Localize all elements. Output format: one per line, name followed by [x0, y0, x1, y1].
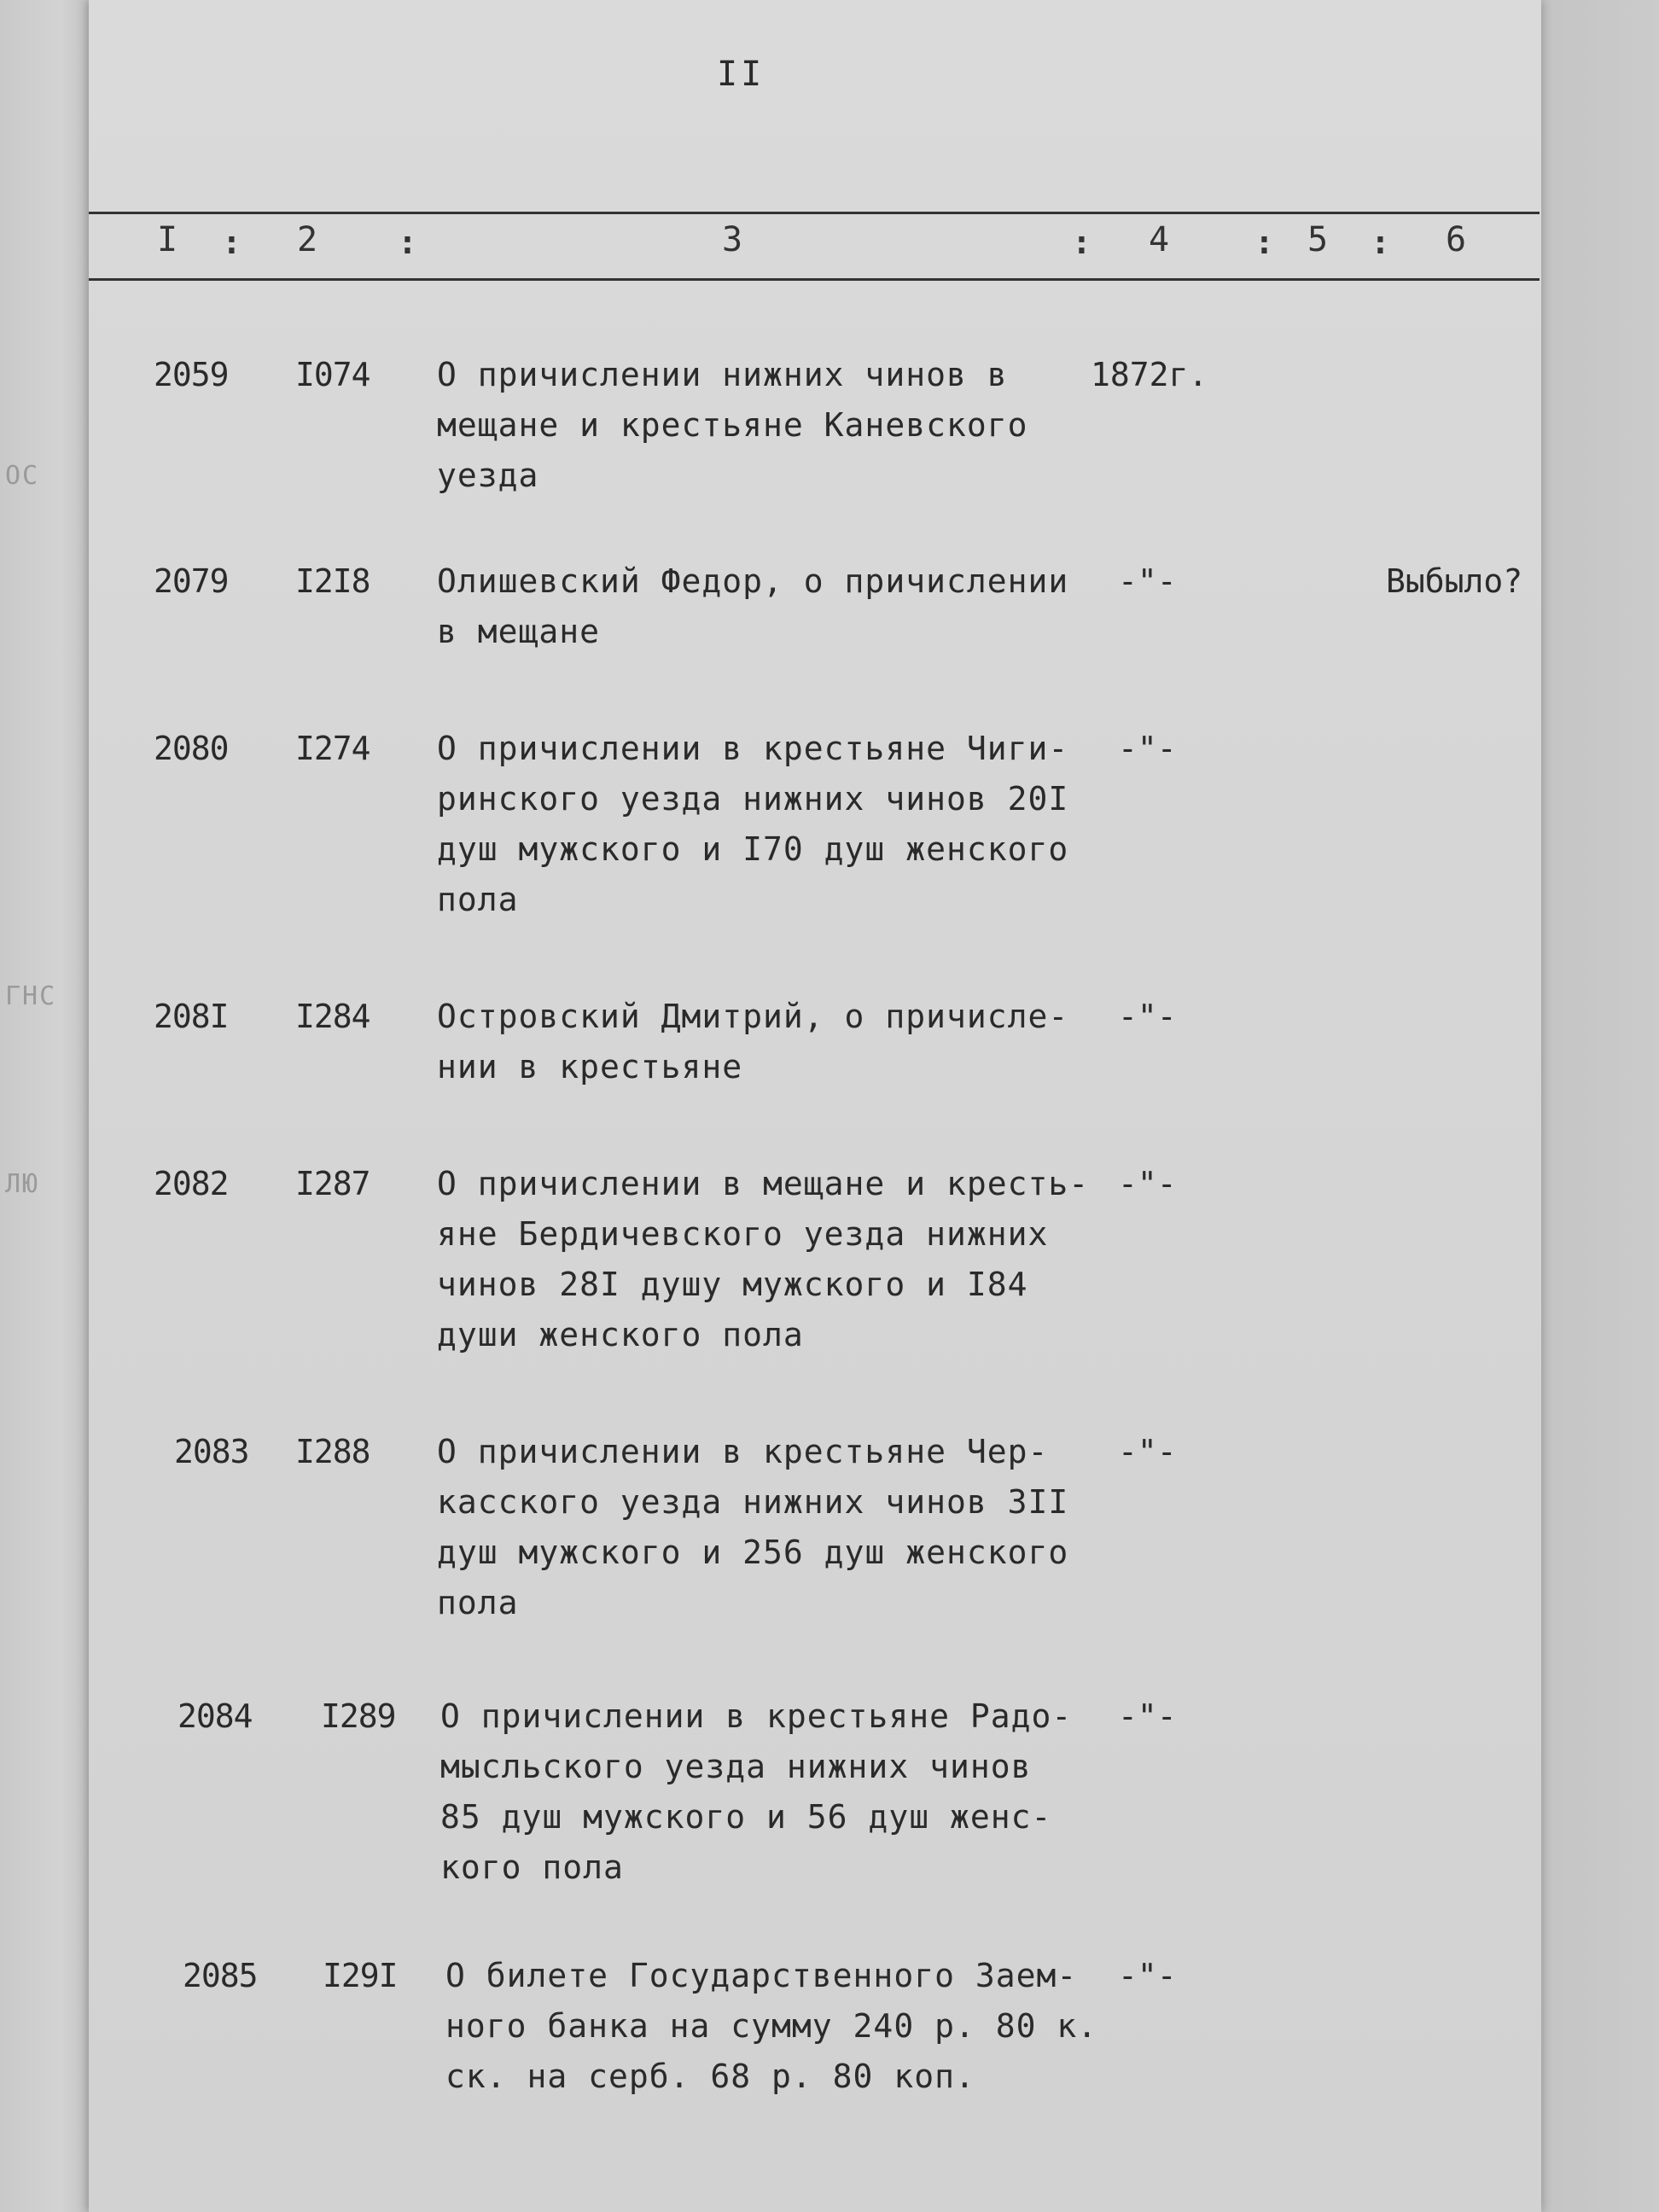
case-year: -"- [1118, 1697, 1177, 1735]
case-number: I284 [295, 998, 370, 1035]
entry-number: 2083 [174, 1433, 249, 1470]
underlying-page-mark: ОС [5, 461, 40, 491]
case-number: I289 [321, 1697, 396, 1735]
case-year: -"- [1118, 1165, 1177, 1202]
case-title: О причислении в мещане и кресть- яне Бердичевского уезда нижних чинов 28I душу мужского и I84 души женского пола [437, 1165, 1090, 1353]
case-year: -"- [1118, 730, 1177, 767]
case-number: I29I [323, 1957, 398, 1994]
underlying-page-mark: ЛЮ [5, 1169, 40, 1199]
case-year: -"- [1118, 1433, 1177, 1470]
case-title: О причислении нижних чинов в мещане и крестьяне Каневского уезда [437, 356, 1028, 494]
table-header-bottom-rule [89, 278, 1540, 281]
case-year: 1872г. [1091, 356, 1208, 393]
header-separator: : [1254, 224, 1274, 261]
case-title: О билете Государственного Заем- ного банка на сумму 240 р. 80 к. ск. на серб. 68 р. 80 коп. [445, 1957, 1098, 2095]
header-separator: : [398, 224, 417, 261]
entry-number: 2080 [154, 730, 229, 767]
header-col-6: 6 [1446, 220, 1467, 259]
entry-number: 2079 [154, 562, 229, 600]
entry-number: 2085 [183, 1957, 258, 1994]
case-number: I287 [295, 1165, 370, 1202]
entry-number: 2059 [154, 356, 229, 393]
case-title: Олишевский Федор, о причислении в мещане [437, 562, 1069, 650]
case-title: О причислении в крестьяне Радо- мысльского уезда нижних чинов 85 душ мужского и 56 душ женс- кого пола [440, 1697, 1073, 1886]
case-year: -"- [1118, 998, 1177, 1035]
case-title: Островский Дмитрий, о причисле- нии в крестьяне [437, 998, 1069, 1086]
header-separator: : [1072, 224, 1091, 261]
case-year: -"- [1118, 1957, 1177, 1994]
page-number: II [717, 55, 765, 94]
header-col-5: 5 [1307, 220, 1329, 259]
case-number: I2I8 [295, 562, 370, 600]
header-separator: : [222, 224, 242, 261]
header-col-3: 3 [722, 220, 743, 259]
underlying-page-strip [0, 0, 101, 2212]
case-title: О причислении в крестьяне Чер- касского уезда нижних чинов 3II душ мужского и 256 душ женского пола [437, 1433, 1069, 1621]
header-col-1: I [157, 220, 178, 259]
case-year: -"- [1118, 562, 1177, 600]
header-col-4: 4 [1149, 220, 1170, 259]
case-note: Выбыло? [1386, 562, 1523, 600]
entry-number: 2082 [154, 1165, 229, 1202]
case-number: I074 [295, 356, 370, 393]
header-col-2: 2 [297, 220, 318, 259]
case-number: I288 [295, 1433, 370, 1470]
entry-number: 208I [154, 998, 229, 1035]
header-separator: : [1371, 224, 1390, 261]
case-number: I274 [295, 730, 370, 767]
entry-number: 2084 [178, 1697, 253, 1735]
case-title: О причислении в крестьяне Чиги- ринского уезда нижних чинов 20I душ мужского и I70 душ женского пола [437, 730, 1069, 918]
background-surface [1541, 0, 1659, 2212]
underlying-page-mark: ГНС [5, 981, 57, 1011]
table-header-top-rule [89, 212, 1540, 214]
